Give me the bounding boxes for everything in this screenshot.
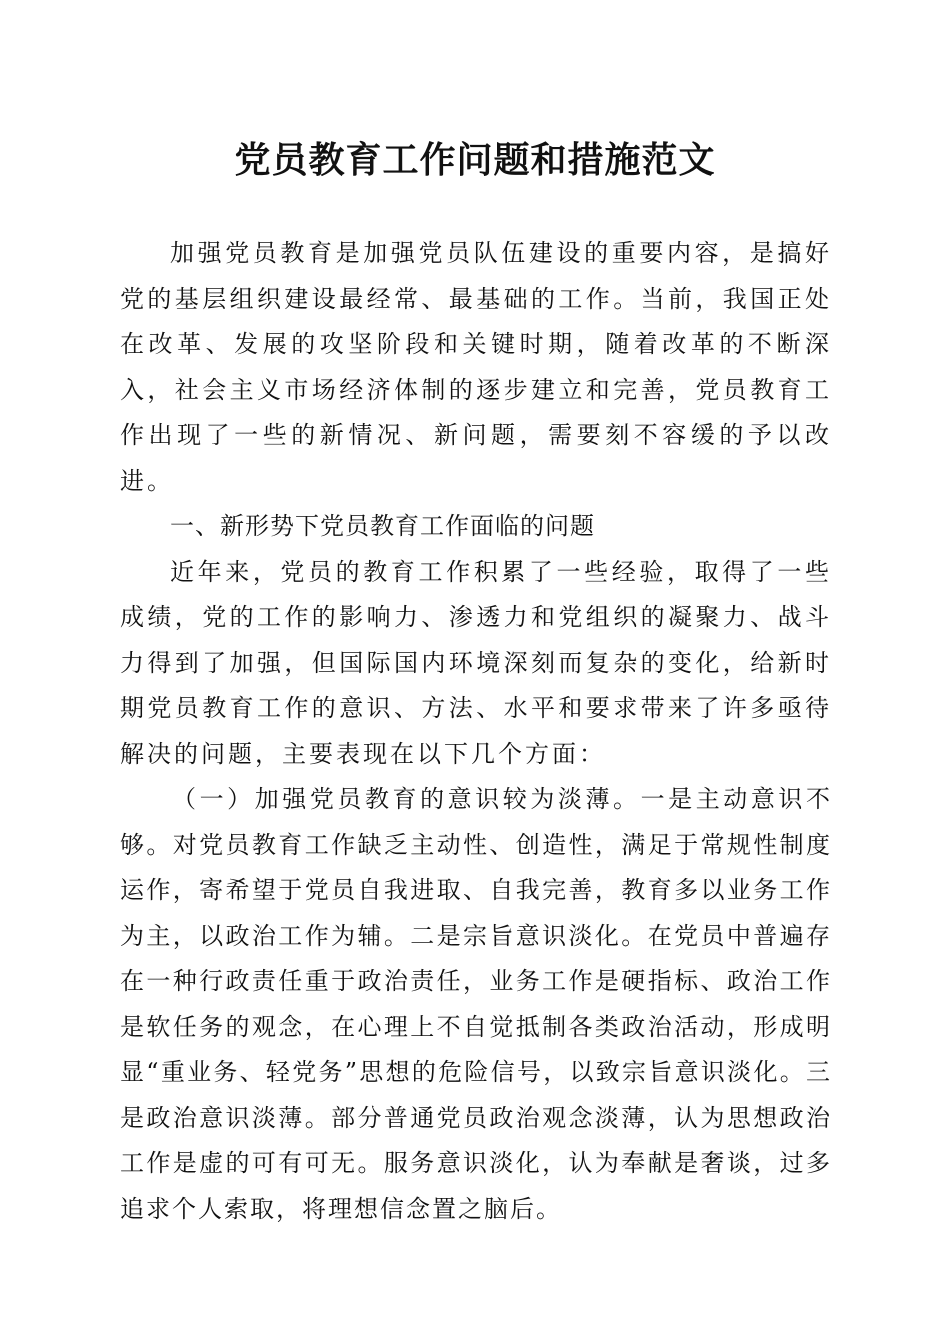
subsection-paragraph: （一）加强党员教育的意识较为淡薄。一是主动意识不够。对党员教育工作缺乏主动性、创造性，满足于常规性制度运作，寄希望于党员自我进取、自我完善，教育多以业务工作为主，以政治工作为辅。二是宗旨意识淡化。在党员中普遍存在一种行政责任重于政治责任，业务工作是硬指标、政治工作是软任务的观念，在心理上不自觉抵制各类政治活动，形成明显“重业务、轻党务”思想的危险信号，以致宗旨意识淡化。三是政治意识淡薄。部分普通党员政治观念淡薄，认为思想政治工作是虚的可有可无。服务意识淡化，认为奉献是奢谈，过多追求个人索取，将理想信念置之脑后。	[120, 785, 832, 1223]
intro-paragraph: 加强党员教育是加强党员队伍建设的重要内容，是搞好党的基层组织建设最经常、最基础的工作。当前，我国正处在改革、发展的攻坚阶段和关键时期，随着改革的不断深入，社会主义市场经济体制的逐步建立和完善，党员教育工作出现了一些的新情况、新问题，需要刻不容缓的予以改进。	[120, 239, 832, 495]
section-heading: 一、新形势下党员教育工作面临的问题	[170, 512, 595, 540]
document-body	[120, 231, 832, 1232]
section-paragraph: 近年来，党员的教育工作积累了一些经验，取得了一些成绩，党的工作的影响力、渗透力和党组织的凝聚力、战斗力得到了加强，但国际国内环境深刻而复杂的变化，给新时期党员教育工作的意识、方法、水平和要求带来了许多亟待解决的问题，主要表现在以下几个方面：	[120, 557, 832, 768]
document-title: 党员教育工作问题和措施范文	[234, 139, 716, 181]
